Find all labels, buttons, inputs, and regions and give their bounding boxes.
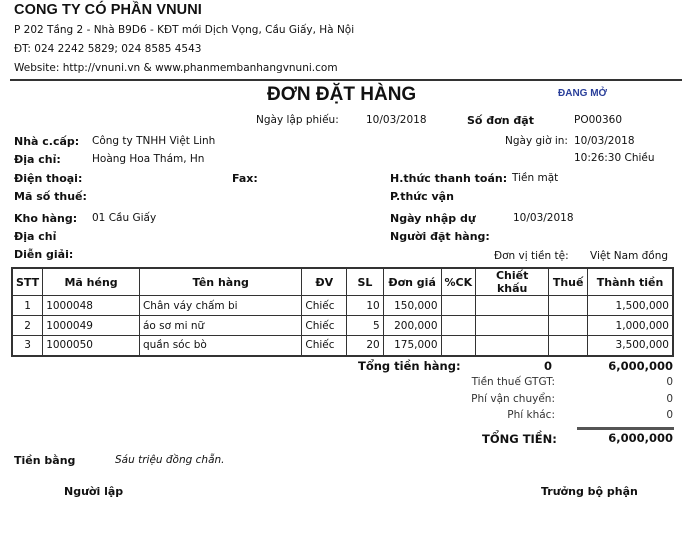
cell-tax [549, 336, 588, 356]
expected-date-value: 10/03/2018 [513, 212, 574, 224]
warehouse-label: Kho hàng: [14, 212, 78, 225]
supplier-label: Nhà c.cấp: [14, 135, 80, 148]
cell-unit: Chiếc [302, 336, 347, 356]
company-name: CONG TY CÓ PHẦN VNUNI [14, 2, 202, 18]
col-header-amount: Thành tiền [588, 268, 673, 296]
created-date-label: Ngày lập phiếu: [256, 114, 339, 126]
supplier-value: Công ty TNHH Việt Linh [92, 135, 216, 147]
table-row [12, 316, 673, 336]
status-badge: ĐANG MỞ [558, 88, 608, 99]
cell-pct [441, 316, 476, 336]
document-title: ĐƠN ĐẶT HÀNG [267, 84, 417, 105]
order-number-value: PO00360 [574, 114, 622, 126]
table-header-row [12, 268, 673, 296]
shipping-fee-label: Phí vận chuyển: [471, 393, 555, 405]
col-header-name: Tên hàng [139, 268, 301, 296]
col-header-stt: STT [12, 268, 43, 296]
company-phone: ĐT: 024 2242 5829; 024 8585 4543 [14, 43, 202, 55]
payment-method-label: H.thức thanh toán: [390, 172, 508, 185]
cell-pct [441, 336, 476, 356]
warehouse-value: 01 Cầu Giấy [92, 212, 157, 224]
items-table [11, 267, 674, 357]
cell-name: quần sóc bò [139, 336, 301, 356]
cell-stt: 1 [12, 296, 43, 316]
vat-value: 0 [666, 376, 673, 388]
orderer-label: Người đặt hàng: [390, 230, 490, 243]
cell-amount: 3,500,000 [588, 336, 673, 356]
shipping-method-label: P.thức vận [390, 190, 454, 203]
cell-price: 150,000 [383, 296, 441, 316]
cell-discount [476, 336, 549, 356]
note-label: Diễn giải: [14, 248, 74, 261]
phone-label: Điện thoại: [14, 172, 83, 185]
cell-code: 1000048 [43, 296, 140, 316]
goods-total-value: 6,000,000 [608, 359, 673, 373]
cell-code: 1000050 [43, 336, 140, 356]
col-header-discount: Chiết khấu [476, 268, 549, 296]
cell-stt: 2 [12, 316, 43, 336]
cell-code: 1000049 [43, 316, 140, 336]
tax-code-label: Mã số thuế: [14, 190, 87, 203]
warehouse-address-label: Địa chỉ [14, 230, 57, 243]
amount-in-words-value: Sáu triệu đồng chẵn. [115, 454, 225, 466]
cell-qty: 5 [347, 316, 384, 336]
print-time-value: 10:26:30 Chiều [574, 152, 655, 164]
payment-method-value: Tiền mặt [512, 172, 559, 184]
goods-total-label: Tổng tiền hàng: [358, 359, 461, 373]
col-header-code: Mã héng [43, 268, 140, 296]
cell-price: 175,000 [383, 336, 441, 356]
cell-tax [549, 316, 588, 336]
total-divider [577, 427, 674, 430]
shipping-fee-value: 0 [666, 393, 673, 405]
table-row [12, 336, 673, 356]
fax-label: Fax: [232, 172, 258, 185]
amount-in-words-label: Tiền bằng [14, 454, 76, 467]
goods-discount-total: 0 [544, 359, 553, 373]
grand-total-value: 6,000,000 [608, 431, 673, 445]
print-date-value: 10/03/2018 [574, 135, 635, 147]
currency-label: Đơn vị tiền tệ: [494, 250, 569, 262]
supplier-address-label: Địa chỉ: [14, 153, 61, 166]
expected-date-label: Ngày nhập dự [390, 212, 476, 225]
other-fee-label: Phí khác: [507, 409, 555, 421]
cell-discount [476, 316, 549, 336]
cell-qty: 20 [347, 336, 384, 356]
currency-value: Việt Nam đồng [590, 250, 669, 262]
cell-pct [441, 296, 476, 316]
cell-unit: Chiếc [302, 316, 347, 336]
other-fee-value: 0 [666, 409, 673, 421]
creator-signature-label: Người lập [64, 485, 124, 498]
col-header-tax: Thuế [549, 268, 588, 296]
cell-amount: 1,500,000 [588, 296, 673, 316]
header-divider [10, 79, 682, 81]
grand-total-label: TỔNG TIỀN: [482, 432, 557, 446]
vat-label: Tiền thuế GTGT: [471, 376, 555, 388]
col-header-unit: ĐV [302, 268, 347, 296]
supplier-address-value: Hoàng Hoa Thám, Hn [92, 153, 205, 165]
cell-name: áo sơ mi nữ [139, 316, 301, 336]
print-date-label: Ngày giờ in: [505, 135, 568, 147]
cell-stt: 3 [12, 336, 43, 356]
cell-discount [476, 296, 549, 316]
col-header-price: Đơn giá [383, 268, 441, 296]
created-date-value: 10/03/2018 [366, 114, 427, 126]
company-website: Website: http://vnuni.vn & www.phanmembanhangvnuni.com [14, 62, 338, 74]
table-row [12, 296, 673, 316]
cell-name: Chân váy chấm bi [139, 296, 301, 316]
cell-qty: 10 [347, 296, 384, 316]
department-head-signature-label: Trưởng bộ phận [541, 485, 638, 498]
col-header-pct: %CK [441, 268, 476, 296]
cell-price: 200,000 [383, 316, 441, 336]
cell-tax [549, 296, 588, 316]
order-number-label: Số đơn đặt [467, 114, 534, 127]
cell-amount: 1,000,000 [588, 316, 673, 336]
cell-unit: Chiếc [302, 296, 347, 316]
col-header-qty: SL [347, 268, 384, 296]
company-address: P 202 Tầng 2 - Nhà B9D6 - KĐT mới Dịch Vọng, Cầu Giấy, Hà Nội [14, 24, 355, 36]
